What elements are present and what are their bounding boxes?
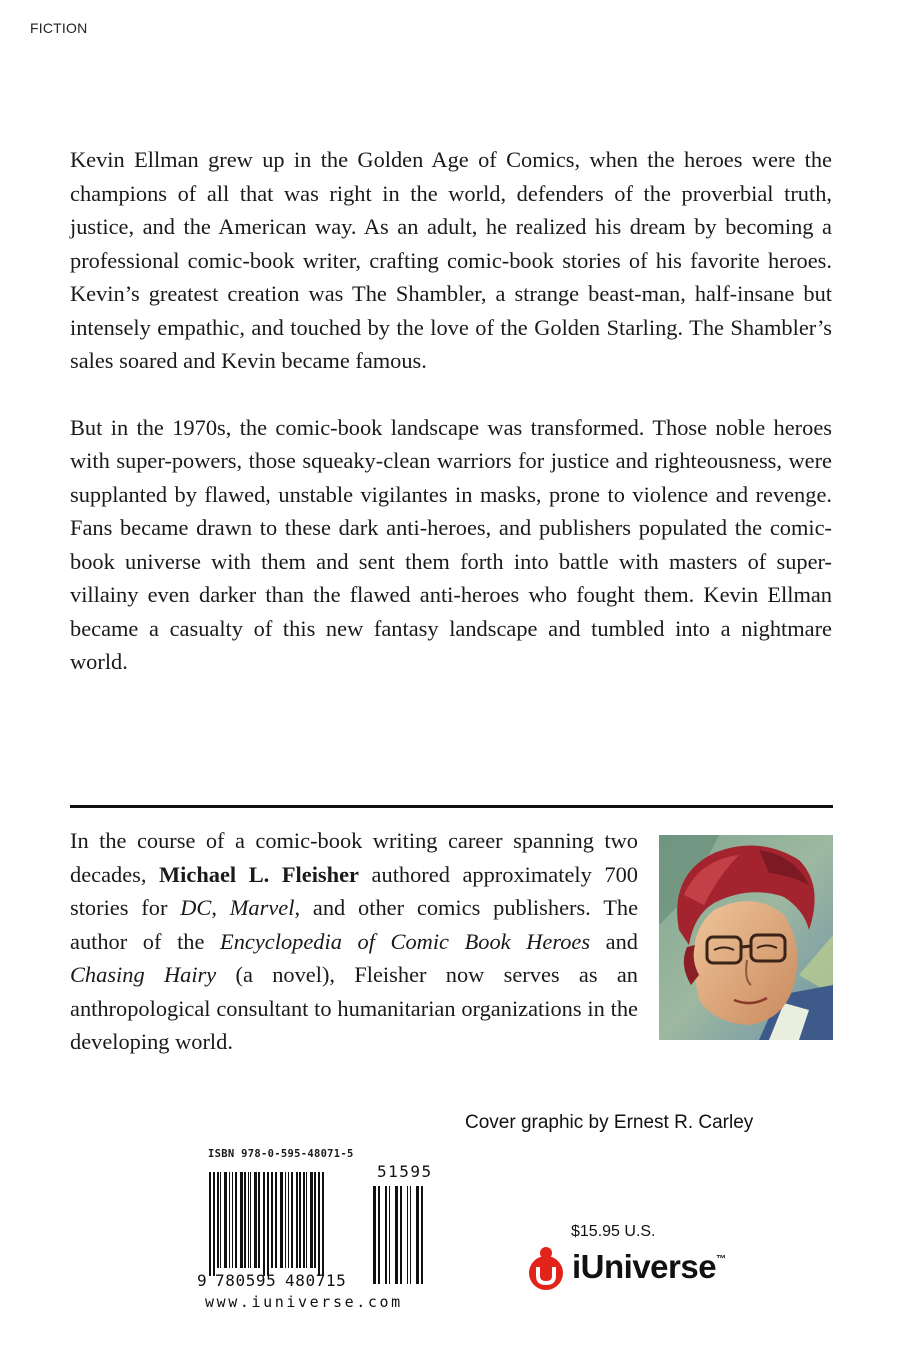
book-title-chasing-hairy: Chasing Hairy bbox=[70, 962, 217, 987]
trademark-icon: ™ bbox=[716, 1254, 726, 1265]
publisher-website: www.iuniverse.com bbox=[205, 1293, 403, 1311]
publisher-dc: DC bbox=[180, 895, 212, 920]
barcode-bar bbox=[318, 1172, 320, 1276]
price: $15.95 U.S. bbox=[571, 1223, 656, 1240]
barcode-bar bbox=[244, 1172, 246, 1268]
barcode-bar bbox=[314, 1172, 316, 1268]
publisher-marvel: Marvel bbox=[229, 895, 295, 920]
book-title-encyclopedia: Encyclopedia of Comic Book Heroes bbox=[220, 928, 591, 954]
barcode-bar bbox=[267, 1172, 269, 1276]
barcode-bar bbox=[232, 1172, 233, 1268]
publisher-logo-text: iUniverse bbox=[572, 1248, 717, 1285]
addon-bar bbox=[421, 1186, 423, 1284]
barcode-bar bbox=[322, 1172, 324, 1276]
addon-bar bbox=[378, 1186, 380, 1284]
barcode-bar bbox=[258, 1172, 260, 1268]
publisher-logo bbox=[524, 1245, 734, 1293]
barcode-addon-digits: 51595 bbox=[377, 1162, 433, 1181]
barcode-left-digits: 780595 bbox=[215, 1271, 277, 1290]
barcode-bar bbox=[209, 1172, 211, 1276]
barcode-bar bbox=[217, 1172, 219, 1268]
genre-label: FICTION bbox=[30, 20, 88, 36]
blurb-paragraph: Kevin Ellman grew up in the Golden Age of Comics, when the heroes were the champions of all that was right in the world, defenders of the proverbial truth, justice, and the American way. As an adult, he realized his dream by becoming a professional comic-book writer, crafting comic-book stories of his favorite heroes. Kevin’s greatest creation was The Shambler, a strange beast-man, half-insane but intensely empathic, and touched by the love of the Golden Starling. The Shambler’s sales soared and Kevin became famous. bbox=[70, 147, 832, 373]
bio-text: , and other comics publishers. The author of the bbox=[70, 895, 639, 954]
bio-text: authored approximately 700 stories for bbox=[70, 861, 638, 920]
cover-credit: Cover graphic by Ernest R. Carley bbox=[465, 1112, 754, 1133]
barcode-bar bbox=[275, 1172, 277, 1268]
barcode-bar bbox=[213, 1172, 215, 1276]
barcode-bar bbox=[280, 1172, 283, 1268]
barcode-bar bbox=[248, 1172, 249, 1268]
addon-bar bbox=[407, 1186, 408, 1284]
barcode-right-digits: 480715 bbox=[285, 1271, 347, 1290]
barcode-bar bbox=[229, 1172, 230, 1268]
book-blurb bbox=[70, 143, 832, 712]
addon-bar bbox=[389, 1186, 390, 1284]
barcode-bar bbox=[310, 1172, 313, 1268]
barcode-bar bbox=[303, 1172, 305, 1268]
barcode-bar bbox=[306, 1172, 307, 1268]
author-name: Michael L. Fleisher bbox=[159, 861, 359, 887]
barcode-bar bbox=[263, 1172, 265, 1276]
addon-bar bbox=[416, 1186, 419, 1284]
author-portrait bbox=[659, 835, 833, 1040]
bio-text: (a novel), Fleisher now serves as an anthropological consultant to humanitarian organizations in the developing world. bbox=[70, 962, 638, 1054]
barcode-bar bbox=[296, 1172, 298, 1268]
barcode-bar bbox=[224, 1172, 227, 1268]
addon-bar bbox=[400, 1186, 402, 1284]
barcode-bar bbox=[240, 1172, 243, 1268]
barcode-bar bbox=[250, 1172, 251, 1268]
barcode-bar bbox=[291, 1172, 293, 1268]
barcode-bar bbox=[235, 1172, 237, 1268]
barcode-bar bbox=[288, 1172, 289, 1268]
author-bio: In the course of a comic-book writing career spanning two decades, Michael L. Fleisher authored approximately 700 stories for DC, Marvel, and other comics publishers. The author of the Encyclopedia of Comic Book Heroes and Chasing Hairy (a novel), Fleisher now serves as an anthropological consultant to humanitarian organizations in the developing world. bbox=[70, 828, 639, 1054]
barcode-bar bbox=[299, 1172, 301, 1268]
bio-text: In the course of a comic-book writing career spanning two decades, bbox=[70, 828, 638, 887]
addon-bar bbox=[385, 1186, 387, 1284]
addon-bar bbox=[410, 1186, 411, 1284]
barcode-bar bbox=[285, 1172, 286, 1268]
section-divider bbox=[70, 805, 833, 808]
isbn-label: ISBN 978-0-595-48071-5 bbox=[208, 1148, 354, 1160]
barcode-lead-digit: 9 bbox=[197, 1271, 207, 1290]
barcode-bar bbox=[220, 1172, 221, 1268]
barcode-bar bbox=[271, 1172, 273, 1268]
addon-bar bbox=[373, 1186, 376, 1284]
barcode-bar bbox=[254, 1172, 257, 1268]
iuniverse-logo-icon bbox=[524, 1245, 568, 1293]
addon-bar bbox=[395, 1186, 398, 1284]
blurb-paragraph: But in the 1970s, the comic-book landscape was transformed. Those noble heroes with super-powers, those squeaky-clean warriors for justice and righteousness, were supplanted by flawed, unstable vigilantes in masks, prone to violence and revenge. Fans became drawn to these dark anti-heroes, and publishers populated the comic-book universe with them and sent them forth into battle with masters of super-villainy even darker than the flawed anti-heroes who fought them. Kevin Ellman became a casualty of this new fantasy landscape and tumbled into a nightmare world. bbox=[70, 414, 832, 674]
